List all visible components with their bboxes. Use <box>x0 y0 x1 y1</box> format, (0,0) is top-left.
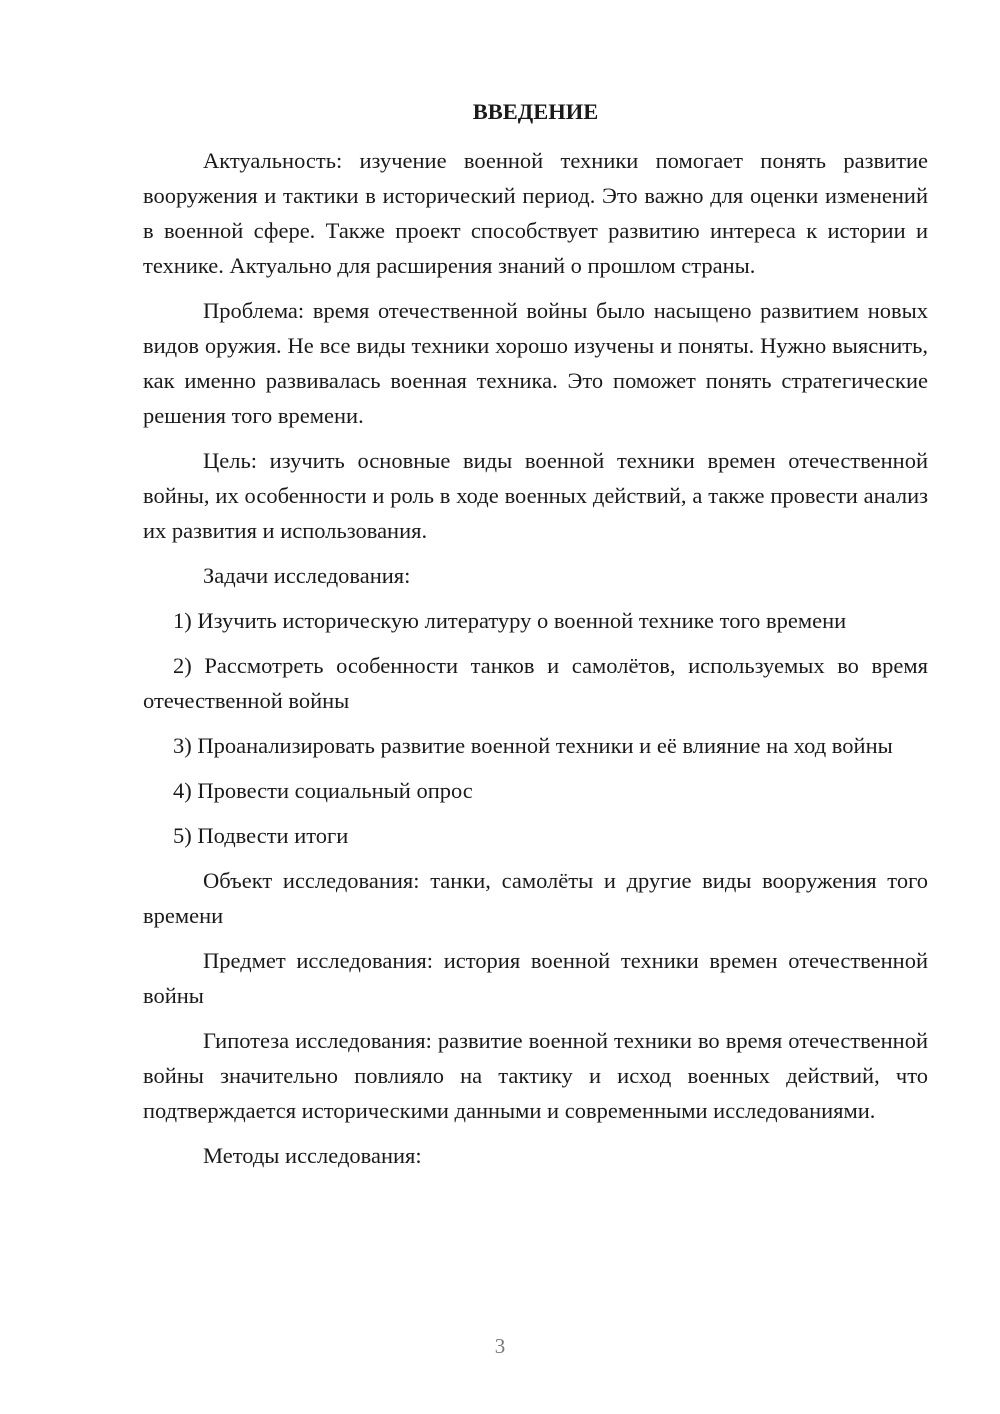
task-item: 3) Проанализировать развитие военной техники и её влияние на ход войны <box>173 733 893 758</box>
page-number: 3 <box>494 1334 506 1358</box>
problem-paragraph: Проблема: время отечественной войны было насыщено развитием новых видов оружия. Не все виды техники хорошо изучены и поняты. Нужно выяснить, как именно развивалась военная техника. Это поможет понять стратегические решения того времени. <box>143 298 928 428</box>
task-item: 2) Рассмотреть особенности танков и самолётов, используемых во время отечественной войны <box>143 653 928 713</box>
task-item: 4) Провести социальный опрос <box>173 778 473 803</box>
tasks-heading: Задачи исследования: <box>203 563 411 588</box>
methods-heading: Методы исследования: <box>203 1143 422 1168</box>
task-item: 1) Изучить историческую литературу о военной технике того времени <box>173 608 847 633</box>
relevance-paragraph: Актуальность: изучение военной техники помогает понять развитие вооружения и тактики в исторический период. Это важно для оценки изменений в военной сфере. Также проект способствует развитию интереса к истории и технике. Актуально для расширения знаний о прошлом страны. <box>143 148 928 278</box>
goal-paragraph: Цель: изучить основные виды военной техники времен отечественной войны, их особенности и роль в ходе военных действий, а также провести анализ их развития и использования. <box>143 448 928 543</box>
page-content <box>143 93 928 1173</box>
task-item: 5) Подвести итоги <box>173 823 349 848</box>
subject-paragraph: Предмет исследования: история военной техники времен отечественной войны <box>143 948 928 1008</box>
page-title: ВВЕДЕНИЕ <box>472 99 599 124</box>
object-paragraph: Объект исследования: танки, самолёты и другие виды вооружения того времени <box>143 868 928 928</box>
hypothesis-paragraph: Гипотеза исследования: развитие военной техники во время отечественной войны значительно повлияло на тактику и исход военных действий, что подтверждается историческими данными и современными исследованиями. <box>143 1028 928 1123</box>
